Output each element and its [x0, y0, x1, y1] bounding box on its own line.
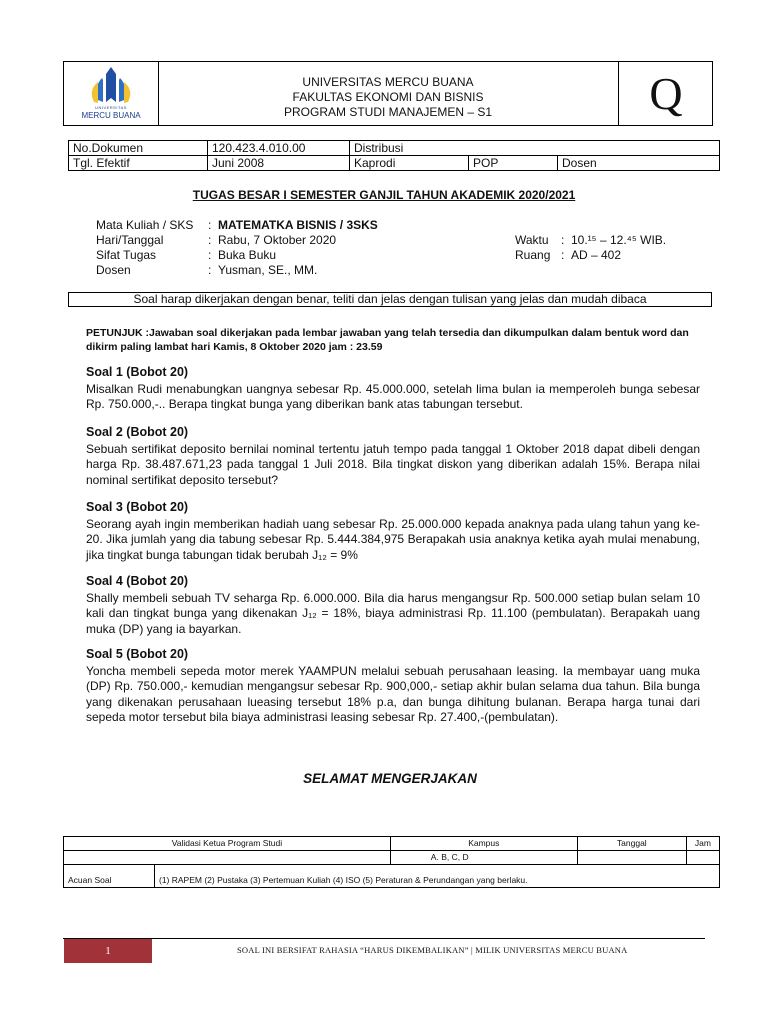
document-header: [63, 61, 713, 126]
program-name: PROGRAM STUDI MANAJEMEN – S1: [283, 105, 493, 119]
jam-value: [686, 851, 719, 865]
no-dokumen-label: No.Dokumen: [69, 141, 208, 156]
soal-3: [86, 500, 700, 563]
validasi-header: Validasi Ketua Program Studi: [64, 837, 391, 851]
validasi-value: [64, 851, 391, 865]
soal-4-text: Shally membeli sebuah TV seharga Rp. 6.000.000. Bila dia harus mengangsur Rp. 500.000 setiap bulan selam 10 kali dan tingkat bunga yang dikenakan J₁₂ = 18%, biaya administrasi Rp. 11.100 (pembulatan). Berapakah uang muka (DP) yang ia bayarkan.: [86, 590, 700, 636]
mata-kuliah-label: Mata Kuliah / SKS: [96, 218, 194, 232]
waktu-value: 10.¹⁵ – 12.⁴⁵ WIB.: [571, 233, 667, 247]
soal-2: [86, 425, 700, 488]
jam-header: Jam: [686, 837, 719, 851]
info-row-ruang: Ruang : AD – 402: [515, 248, 622, 262]
soal-3-text: Seorang ayah ingin memberikan hadiah uang sebesar Rp. 25.000.000 kepada anaknya pada ulang tahun yang ke-20. Jika jumlah yang dia tabung sebesar Rp. 5.444.384,975 Berapakah usia anaknya ketika ayah mulai menabung, jika tingkat bunga tabungan tidak berubah J₁₂ = 9%: [86, 516, 700, 562]
course-info: [96, 218, 496, 278]
header-titles: [158, 75, 618, 120]
soal-5-text: Yoncha membeli sepeda motor merek YAAMPUN melalui sebuah perusahaan leasing. Ia membayar uang muka (DP) Rp. 750.000,- kemudian mengangsur sebesar Rp. 900,000,- setiap akhir bulan selama dua tahun. Bila bunga yang dikenakan perusahaan lueasing tersebut 18% p.a, dan bunga dihitung bulanan. Berapa harga tunai dari sepeda motor tersebut bila biaya administrasi leasing sebesar Rp. 27.400,-(pembulatan).: [86, 663, 700, 724]
kampus-options: A. B, C, D: [390, 851, 577, 865]
soal-2-text: Sebuah sertifikat deposito bernilai nominal tertentu jatuh tempo pada tanggal 1 Oktober 2018 dapat dibeli dengan harga Rp. 38.487.671,23 pada tanggal 1 Juli 2018. Bila tingkat diskon yang diberikan adalah 15%. Berapa nilai nominal sertifikat deposito tersebut?: [86, 441, 700, 487]
document-meta-table: [68, 140, 720, 171]
dosen-value: Yusman, SE., MM.: [218, 263, 318, 277]
info-row-mata-kuliah: Mata Kuliah / SKS : MATEMATKA BISNIS / 3SKS: [96, 218, 378, 232]
tanggal-value: [577, 851, 686, 865]
validation-header-row: [64, 837, 720, 851]
validation-value-row: [64, 851, 720, 865]
petunjuk-text: PETUNJUK :Jawaban soal dikerjakan pada lembar jawaban yang telah tersedia dan dikumpulkan dalam bentuk word dan dikirm paling lambat hari Kamis, 8 Oktober 2020 jam : 23.59: [86, 327, 689, 353]
logo-text: MERCU BUANA: [81, 111, 141, 120]
info-row-waktu: Waktu : 10.¹⁵ – 12.⁴⁵ WIB.: [515, 233, 667, 247]
info-row-dosen: Dosen : Yusman, SE., MM.: [96, 263, 318, 277]
info-row-sifat: Sifat Tugas : Buka Buku: [96, 248, 277, 262]
waktu-label: Waktu: [515, 233, 549, 247]
tgl-efektif-label: Tgl. Efektif: [69, 156, 208, 171]
meta-row-2: [69, 156, 720, 171]
ruang-label: Ruang: [515, 248, 551, 262]
soal-5-heading: Soal 5 (Bobot 20): [86, 647, 189, 661]
sifat-label: Sifat Tugas: [96, 248, 157, 262]
logo-cell: [64, 62, 159, 125]
hari-label: Hari/Tanggal: [96, 233, 164, 247]
acuan-label: Acuan Soal: [64, 865, 155, 888]
mata-kuliah-value: MATEMATKA BISNIS / 3SKS: [218, 218, 378, 232]
sifat-value: Buka Buku: [218, 248, 277, 262]
soal-4-heading: Soal 4 (Bobot 20): [86, 574, 189, 588]
soal-1-text: Misalkan Rudi menabungkan uangnya sebesar Rp. 45.000.000, setelah lima bulan ia memperoleh bunga sebesar Rp. 750.000,-.. Berapa tingkat bunga yang diberikan bank atas tabungan tersebut.: [86, 381, 700, 411]
acuan-value: (1) RAPEM (2) Pustaka (3) Pertemuan Kuliah (4) ISO (5) Peraturan & Perundangan yang berlaku.: [155, 865, 720, 888]
footer-divider: [63, 938, 705, 939]
footer-text: SOAL INI BERSIFAT RAHASIA “HARUS DIKEMBALIKAN” | MILIK UNIVERSITAS MERCU BUANA: [237, 945, 628, 955]
logo-top-text: UNIVERSITAS: [95, 105, 127, 110]
pop-label: POP: [469, 156, 558, 171]
soal-2-heading: Soal 2 (Bobot 20): [86, 425, 189, 439]
tanggal-header: Tanggal: [577, 837, 686, 851]
dosen-label: Dosen: [558, 156, 720, 171]
page-number: 1: [64, 939, 152, 963]
exam-title: TUGAS BESAR I SEMESTER GANJIL TAHUN AKADEMIK 2020/2021: [192, 188, 576, 202]
dosen-info-label: Dosen: [96, 263, 131, 277]
time-room-info: [515, 233, 715, 263]
university-logo-icon: [64, 64, 158, 108]
soal-4: [86, 574, 700, 637]
faculty-name: FAKULTAS EKONOMI DAN BISNIS: [292, 90, 484, 104]
hari-value: Rabu, 7 Oktober 2020: [218, 233, 337, 247]
ruang-value: AD – 402: [571, 248, 622, 262]
q-mark: Q: [618, 62, 713, 125]
kaprodi-label: Kaprodi: [350, 156, 469, 171]
soal-1: [86, 365, 700, 413]
soal-5: [86, 647, 700, 726]
soal-3-heading: Soal 3 (Bobot 20): [86, 500, 189, 514]
acuan-row: [64, 865, 720, 888]
tgl-efektif-value: Juni 2008: [208, 156, 350, 171]
no-dokumen-value: 120.423.4.010.00: [208, 141, 350, 156]
distribusi-label: Distribusi: [350, 141, 720, 156]
validation-table: [63, 836, 720, 888]
closing-text: SELAMAT MENGERJAKAN: [303, 771, 477, 786]
info-row-hari: Hari/Tanggal : Rabu, 7 Oktober 2020: [96, 233, 337, 247]
university-name: UNIVERSITAS MERCU BUANA: [302, 75, 474, 89]
soal-1-heading: Soal 1 (Bobot 20): [86, 365, 189, 379]
kampus-header: Kampus: [390, 837, 577, 851]
instruction-notice: Soal harap dikerjakan dengan benar, teliti dan jelas dengan tulisan yang jelas dan mudah dibaca: [68, 292, 712, 307]
meta-row-1: [69, 141, 720, 156]
